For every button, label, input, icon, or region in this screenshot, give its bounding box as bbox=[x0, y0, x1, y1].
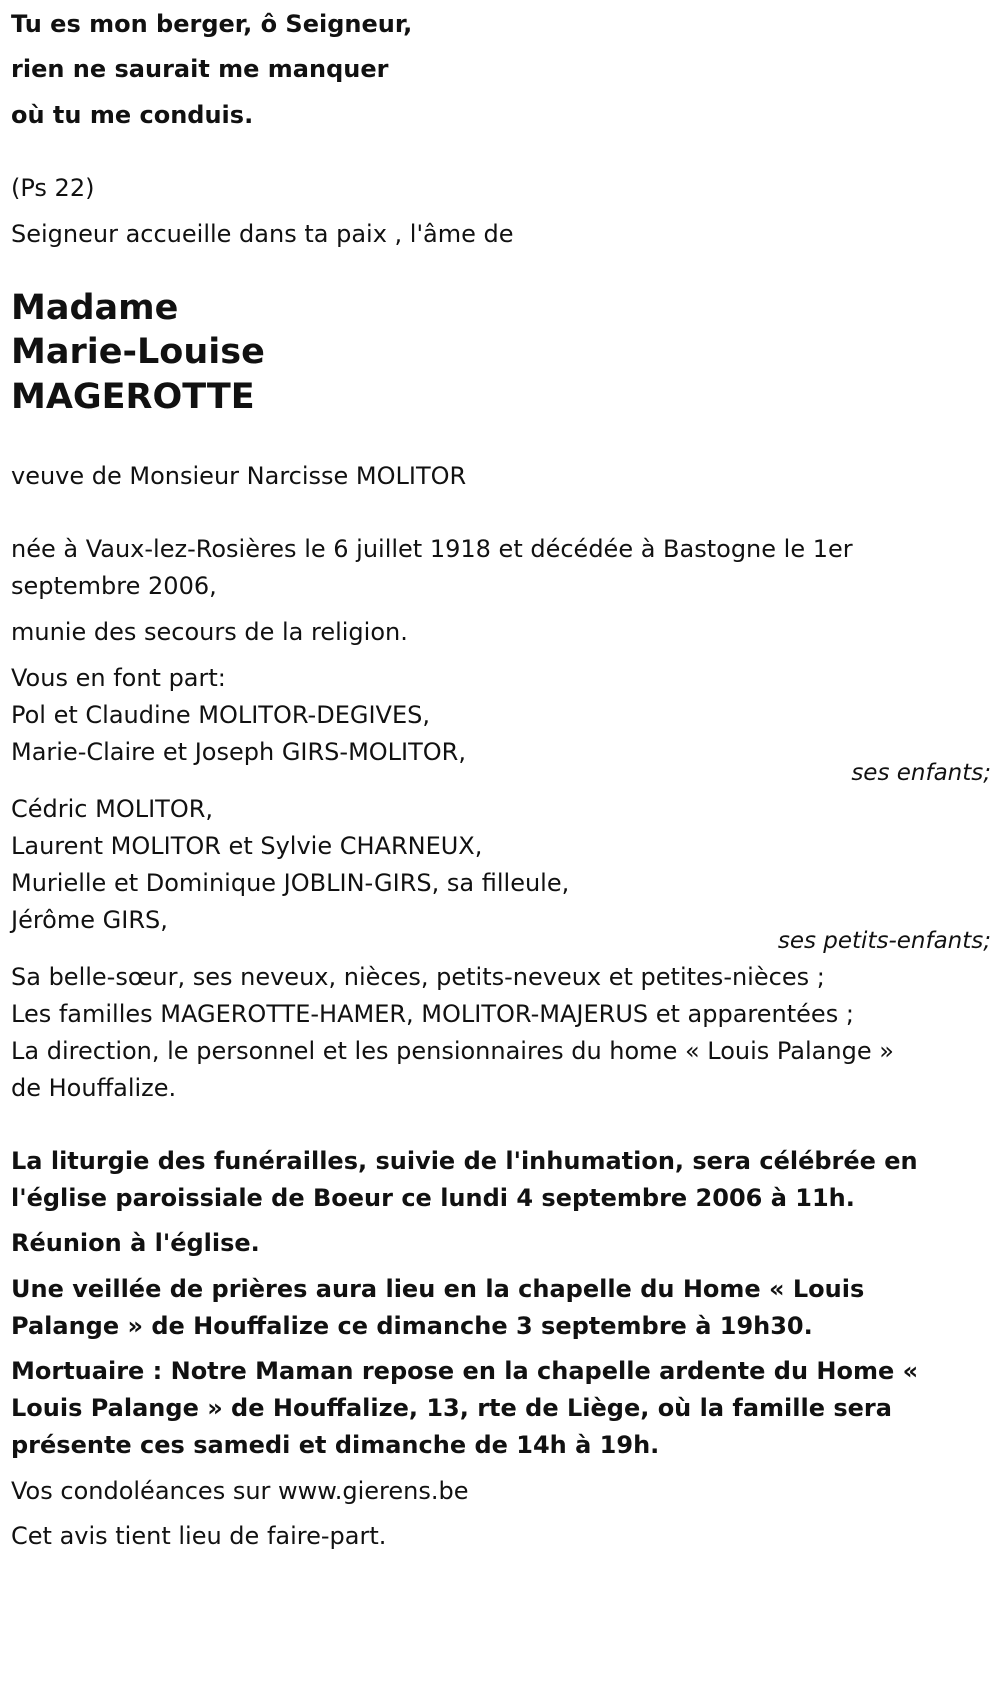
other-relatives: de Houffalize. bbox=[11, 1074, 177, 1102]
children-role: ses enfants; bbox=[851, 760, 991, 786]
birth-death-line-1: née à Vaux-lez-Rosières le 6 juillet 1918 et décédée à Bastogne le 1er bbox=[11, 535, 853, 563]
announcement-intro: Vous en font part: bbox=[11, 664, 226, 692]
liturgy-line-2: l'église paroissiale de Boeur ce lundi 4 septembre 2006 à 11h. bbox=[11, 1184, 855, 1212]
liturgy-line-1: La liturgie des funérailles, suivie de l'inhumation, sera célébrée en bbox=[11, 1147, 918, 1175]
widow-of: veuve de Monsieur Narcisse MOLITOR bbox=[11, 462, 467, 490]
closing-text: Cet avis tient lieu de faire-part. bbox=[11, 1522, 387, 1550]
child-name: Marie-Claire et Joseph GIRS-MOLITOR, bbox=[11, 738, 466, 766]
grandchild-name: Laurent MOLITOR et Sylvie CHARNEUX, bbox=[11, 832, 483, 860]
deceased-title: Madame bbox=[11, 288, 179, 328]
mortuary-line-3: présente ces samedi et dimanche de 14h à 19h. bbox=[11, 1431, 660, 1459]
sacraments: munie des secours de la religion. bbox=[11, 618, 408, 646]
other-relatives: Sa belle-sœur, ses neveux, nièces, petits-neveux et petites-nièces ; bbox=[11, 963, 825, 991]
other-relatives: Les familles MAGEROTTE-HAMER, MOLITOR-MAJERUS et apparentées ; bbox=[11, 1000, 854, 1028]
mortuary-line-1: Mortuaire : Notre Maman repose en la chapelle ardente du Home « bbox=[11, 1357, 919, 1385]
mortuary-line-2: Louis Palange » de Houffalize, 13, rte de Liège, où la famille sera bbox=[11, 1394, 892, 1422]
other-relatives: La direction, le personnel et les pensionnaires du home « Louis Palange » bbox=[11, 1037, 894, 1065]
grandchild-name: Murielle et Dominique JOBLIN-GIRS, sa filleule, bbox=[11, 869, 570, 897]
psalm-line-1: Tu es mon berger, ô Seigneur, bbox=[11, 10, 413, 38]
deceased-first-names: Marie-Louise bbox=[11, 332, 265, 372]
psalm-line-3: où tu me conduis. bbox=[11, 101, 254, 129]
intro-text: Seigneur accueille dans ta paix , l'âme de bbox=[11, 220, 514, 248]
vigil-line-2: Palange » de Houffalize ce dimanche 3 septembre à 19h30. bbox=[11, 1312, 813, 1340]
psalm-reference: (Ps 22) bbox=[11, 174, 95, 202]
child-name: Pol et Claudine MOLITOR-DEGIVES, bbox=[11, 701, 430, 729]
vigil-line-1: Une veillée de prières aura lieu en la chapelle du Home « Louis bbox=[11, 1275, 865, 1303]
psalm-line-2: rien ne saurait me manquer bbox=[11, 55, 389, 83]
meeting-info: Réunion à l'église. bbox=[11, 1229, 260, 1257]
birth-death-line-2: septembre 2006, bbox=[11, 572, 217, 600]
deceased-surname: MAGEROTTE bbox=[11, 377, 255, 417]
grandchildren-role: ses petits-enfants; bbox=[777, 928, 991, 954]
grandchild-name: Cédric MOLITOR, bbox=[11, 795, 214, 823]
grandchild-name: Jérôme GIRS, bbox=[11, 906, 168, 934]
condolences-text: Vos condoléances sur www.gierens.be bbox=[11, 1477, 469, 1505]
